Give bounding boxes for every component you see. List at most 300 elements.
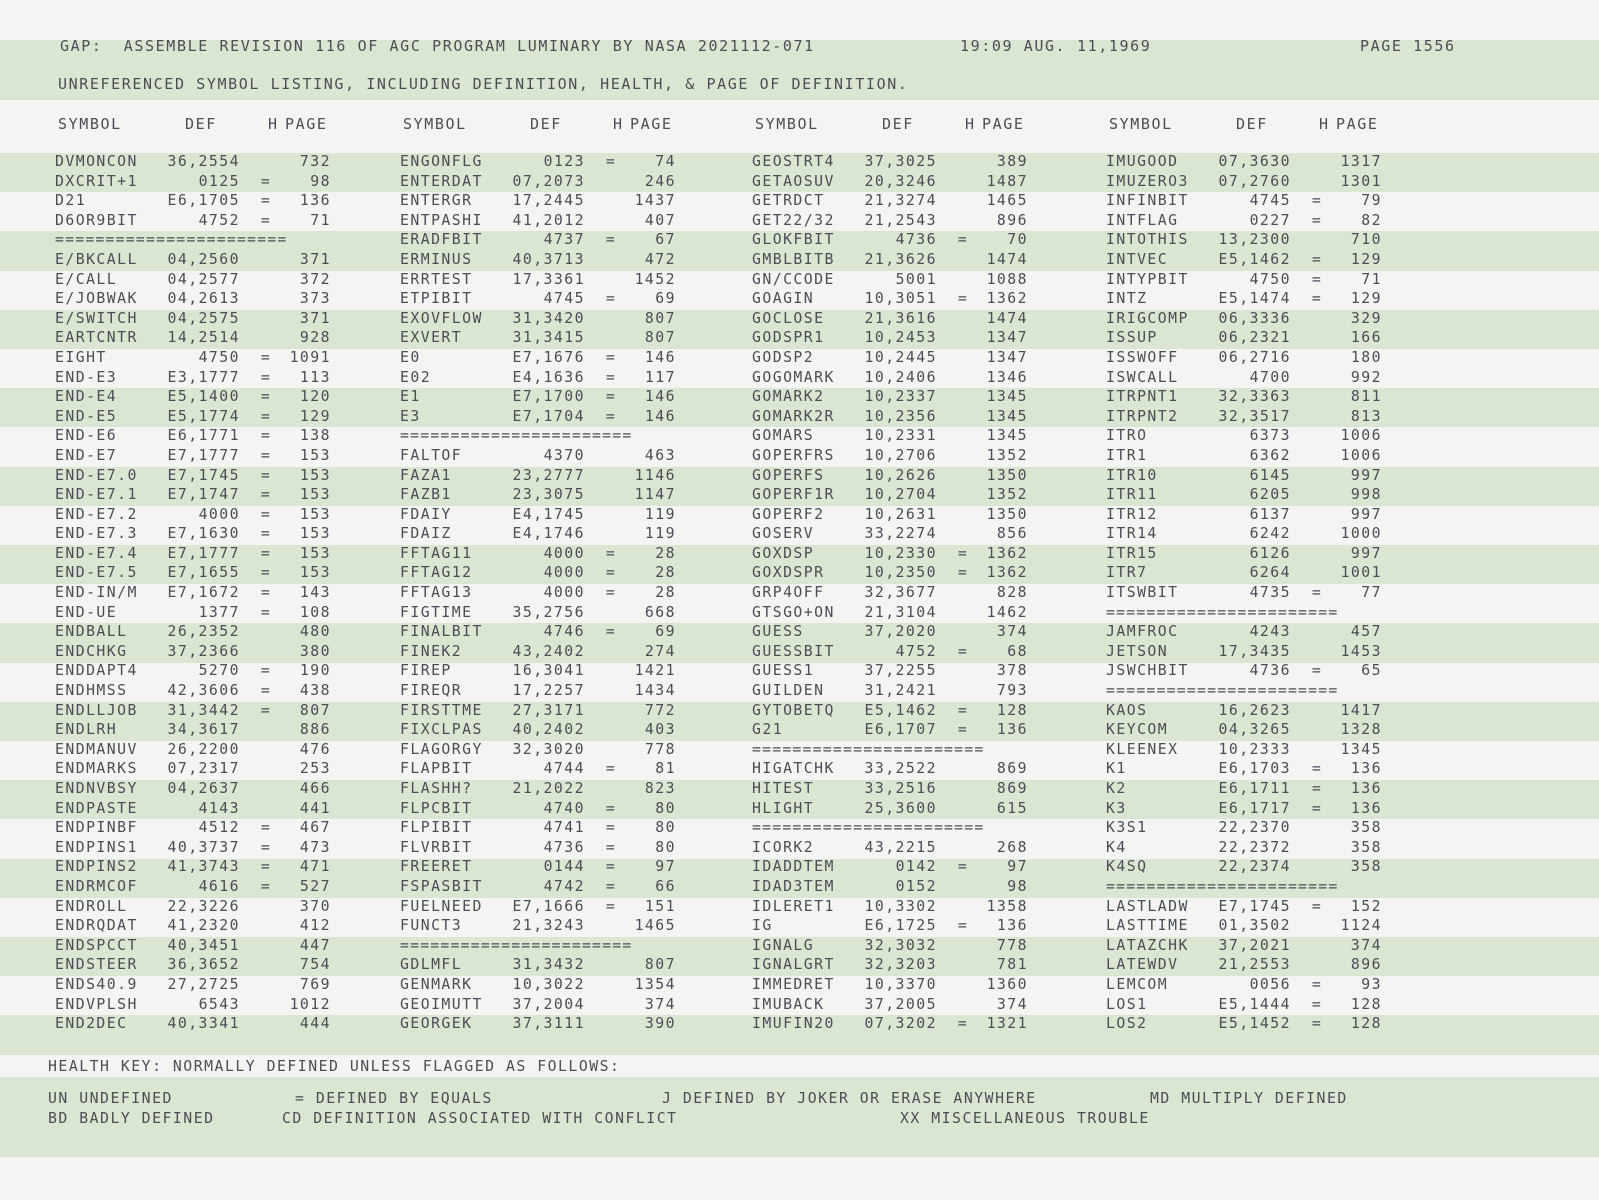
table-row — [752, 623, 1032, 643]
table-row — [400, 349, 680, 369]
separator-line: ======================= — [55, 231, 288, 249]
symbol-health: = — [605, 348, 617, 366]
symbol-page: 1147 — [634, 486, 676, 504]
symbol-name: GEORGEK — [400, 1015, 473, 1033]
table-row — [752, 290, 1032, 310]
symbol-definition: 35,2756 — [512, 603, 585, 621]
table-row — [1106, 800, 1386, 820]
symbol-page: 444 — [299, 1015, 331, 1033]
symbol-definition: 04,2560 — [167, 250, 240, 268]
symbol-health: = — [605, 544, 617, 562]
symbol-page: 1124 — [1340, 917, 1382, 935]
symbol-page: 70 — [1007, 231, 1028, 249]
symbol-column-3 — [752, 153, 1032, 1035]
symbol-name: ITRPNT2 — [1106, 407, 1179, 425]
symbol-page: 467 — [299, 819, 331, 837]
symbol-page: 153 — [299, 544, 331, 562]
symbol-page: 769 — [299, 975, 331, 993]
symbol-name: FIRSTTME — [400, 701, 483, 719]
symbol-health: = — [260, 819, 272, 837]
table-row — [1106, 721, 1386, 741]
table-row — [55, 486, 335, 506]
symbol-definition: 41,2012 — [512, 211, 585, 229]
symbol-health: = — [260, 486, 272, 504]
symbol-definition: 34,3617 — [167, 721, 240, 739]
symbol-definition: 4742 — [543, 877, 585, 895]
symbol-definition: E7,1745 — [1218, 897, 1291, 915]
symbol-page: 1474 — [986, 309, 1028, 327]
symbol-definition: 27,2725 — [167, 975, 240, 993]
symbol-page: 1091 — [289, 348, 331, 366]
symbol-name: IMUBACK — [752, 995, 825, 1013]
symbol-page: 93 — [1361, 975, 1382, 993]
table-row — [400, 604, 680, 624]
symbol-definition: 40,3737 — [167, 838, 240, 856]
symbol-page: 1352 — [986, 486, 1028, 504]
symbol-page: 668 — [644, 603, 676, 621]
column-header-page: PAGE — [630, 115, 673, 133]
symbol-definition: 6543 — [198, 995, 240, 1013]
symbol-page: 869 — [996, 760, 1028, 778]
symbol-page: 129 — [299, 407, 331, 425]
symbol-name: FREERET — [400, 858, 473, 876]
table-row — [55, 427, 335, 447]
table-row — [1106, 1015, 1386, 1035]
symbol-name: GET22/32 — [752, 211, 835, 229]
symbol-definition: 37,2004 — [512, 995, 585, 1013]
symbol-name: DXCRIT+1 — [55, 172, 138, 190]
table-row — [400, 976, 680, 996]
symbol-definition: 04,2637 — [167, 780, 240, 797]
table-row — [55, 545, 335, 565]
symbol-name: FLVRBIT — [400, 838, 473, 856]
table-row — [55, 1015, 335, 1035]
symbol-name: END-E7.5 — [55, 564, 138, 582]
symbol-definition: 10,2337 — [864, 388, 937, 406]
symbol-health: = — [260, 388, 272, 406]
symbol-name: ISWCALL — [1106, 368, 1179, 386]
table-row — [752, 800, 1032, 820]
symbol-page: 136 — [1350, 760, 1382, 778]
column-header-h: H — [1319, 115, 1330, 133]
symbol-name: LASTLADW — [1106, 897, 1189, 915]
symbol-health: = — [1311, 192, 1323, 210]
table-row — [55, 447, 335, 467]
table-row — [400, 251, 680, 271]
symbol-definition: 4736 — [543, 838, 585, 856]
symbol-page: 1437 — [634, 192, 676, 210]
table-row — [1106, 937, 1386, 957]
table-row — [55, 153, 335, 173]
table-row — [400, 467, 680, 487]
symbol-name: GOCLOSE — [752, 309, 825, 327]
symbol-name: E02 — [400, 368, 432, 386]
symbol-name: FUNCT3 — [400, 917, 463, 935]
symbol-health: = — [260, 564, 272, 582]
section-separator — [400, 937, 680, 957]
table-row — [400, 271, 680, 291]
symbol-name: FFTAG13 — [400, 584, 473, 602]
symbol-page: 1345 — [986, 407, 1028, 425]
symbol-definition: 23,2777 — [512, 466, 585, 484]
table-row — [400, 506, 680, 526]
symbol-definition: E5,1774 — [167, 407, 240, 425]
table-row — [55, 271, 335, 291]
symbol-definition: E7,1666 — [512, 897, 585, 915]
symbol-page: 807 — [644, 956, 676, 974]
symbol-definition: 6242 — [1249, 525, 1291, 543]
table-row — [752, 996, 1032, 1016]
symbol-column-4 — [1106, 153, 1386, 1035]
symbol-definition: 0125 — [198, 172, 240, 190]
symbol-name: ISSUP — [1106, 329, 1158, 347]
symbol-definition: E5,1462 — [864, 701, 937, 719]
symbol-name: INFINBIT — [1106, 192, 1189, 210]
symbol-health: = — [1311, 995, 1323, 1013]
table-row — [1106, 153, 1386, 173]
symbol-page: 371 — [299, 309, 331, 327]
symbol-page: 1000 — [1340, 525, 1382, 543]
symbol-definition: 10,2330 — [864, 544, 937, 562]
symbol-definition: 4745 — [543, 290, 585, 308]
table-row — [55, 800, 335, 820]
symbol-name: FINEK2 — [400, 642, 463, 660]
column-header-symbol: SYMBOL — [58, 115, 122, 133]
symbol-page: 97 — [655, 858, 676, 876]
symbol-name: END-E6 — [55, 427, 118, 445]
symbol-name: ENDSPCCT — [55, 936, 138, 954]
symbol-definition: 06,2321 — [1218, 329, 1291, 347]
symbol-name: INTFLAG — [1106, 211, 1179, 229]
symbol-definition: 4700 — [1249, 368, 1291, 386]
symbol-page: 1352 — [986, 446, 1028, 464]
symbol-page: 253 — [299, 760, 331, 778]
symbol-name: EIGHT — [55, 348, 107, 366]
symbol-page: 370 — [299, 897, 331, 915]
symbol-health: = — [605, 877, 617, 895]
table-row — [752, 231, 1032, 251]
table-row — [400, 702, 680, 722]
table-row — [55, 878, 335, 898]
symbol-health: = — [260, 427, 272, 445]
symbol-name: END-E7.1 — [55, 486, 138, 504]
symbol-name: D6OR9BIT — [55, 211, 138, 229]
symbol-health: = — [260, 662, 272, 680]
table-row — [400, 584, 680, 604]
symbol-name: K4SQ — [1106, 858, 1148, 876]
symbol-health: = — [957, 564, 969, 582]
symbol-health: = — [957, 642, 969, 660]
table-row — [1106, 447, 1386, 467]
table-row — [752, 976, 1032, 996]
symbol-definition: 4746 — [543, 623, 585, 641]
table-row — [55, 192, 335, 212]
symbol-definition: 5270 — [198, 662, 240, 680]
symbol-name: ITR14 — [1106, 525, 1158, 543]
symbol-page: 1362 — [986, 290, 1028, 308]
symbol-definition: 22,3226 — [167, 897, 240, 915]
symbol-definition: 10,2350 — [864, 564, 937, 582]
symbol-name: ITRPNT1 — [1106, 388, 1179, 406]
symbol-name: K3S1 — [1106, 819, 1148, 837]
symbol-name: FLAPBIT — [400, 760, 473, 778]
table-row — [55, 937, 335, 957]
symbol-name: GDLMFL — [400, 956, 463, 974]
column-header-symbol: SYMBOL — [755, 115, 819, 133]
symbol-definition: 22,2370 — [1218, 819, 1291, 837]
symbol-definition: 22,2374 — [1218, 858, 1291, 876]
symbol-name: JETSON — [1106, 642, 1169, 660]
symbol-page: 153 — [299, 446, 331, 464]
symbol-definition: 17,3435 — [1218, 642, 1291, 660]
table-row — [55, 858, 335, 878]
symbol-name: IMUZERO3 — [1106, 172, 1189, 190]
symbol-definition: 40,2402 — [512, 721, 585, 739]
symbol-health: = — [260, 682, 272, 700]
symbol-page: 274 — [644, 642, 676, 660]
symbol-name: IG — [752, 917, 773, 935]
symbol-name: GOPERF1R — [752, 486, 835, 504]
symbol-definition: 31,3432 — [512, 956, 585, 974]
table-row — [1106, 173, 1386, 193]
table-row — [752, 408, 1032, 428]
symbol-page: 128 — [1350, 995, 1382, 1013]
symbol-definition: 37,3111 — [512, 1015, 585, 1033]
table-row — [400, 173, 680, 193]
symbol-name: E/JOBWAK — [55, 290, 138, 308]
table-row — [752, 506, 1032, 526]
symbol-definition: 22,2372 — [1218, 838, 1291, 856]
table-row — [1106, 780, 1386, 800]
symbol-definition: 0056 — [1249, 975, 1291, 993]
symbol-definition: 10,2706 — [864, 446, 937, 464]
symbol-definition: 36,2554 — [167, 153, 240, 170]
symbol-definition: 04,3265 — [1218, 721, 1291, 739]
symbol-definition: E7,1747 — [167, 486, 240, 504]
symbol-definition: 10,2406 — [864, 368, 937, 386]
header-timestamp: 19:09 AUG. 11,1969 — [960, 37, 1152, 55]
table-row — [55, 584, 335, 604]
symbol-name: IRIGCOMP — [1106, 309, 1189, 327]
symbol-definition: 07,2760 — [1218, 172, 1291, 190]
symbol-page: 793 — [996, 682, 1028, 700]
symbol-definition: E5,1462 — [1218, 250, 1291, 268]
symbol-definition: 37,3025 — [864, 153, 937, 170]
symbol-health: = — [957, 917, 969, 935]
table-row — [752, 898, 1032, 918]
symbol-name: GLOKFBIT — [752, 231, 835, 249]
table-row — [1106, 290, 1386, 310]
table-row — [400, 1015, 680, 1035]
symbol-health: = — [605, 368, 617, 386]
symbol-page: 119 — [644, 525, 676, 543]
symbol-definition: 6145 — [1249, 466, 1291, 484]
symbol-definition: E5,1474 — [1218, 290, 1291, 308]
symbol-name: GOMARS — [752, 427, 815, 445]
symbol-name: KLEENEX — [1106, 740, 1179, 758]
symbol-definition: 43,2402 — [512, 642, 585, 660]
symbol-name: GOSERV — [752, 525, 815, 543]
table-row — [400, 682, 680, 702]
symbol-definition: 07,2073 — [512, 172, 585, 190]
symbol-name: IDADDTEM — [752, 858, 835, 876]
symbol-page: 1347 — [986, 329, 1028, 347]
symbol-page: 710 — [1350, 231, 1382, 249]
symbol-name: FLPCBIT — [400, 799, 473, 817]
symbol-definition: E5,1452 — [1218, 1015, 1291, 1033]
symbol-definition: 4744 — [543, 760, 585, 778]
symbol-name: ENDPASTE — [55, 799, 138, 817]
footer-band — [0, 1077, 1599, 1157]
symbol-health: = — [260, 701, 272, 719]
symbol-definition: 0123 — [543, 153, 585, 170]
table-row — [1106, 702, 1386, 722]
symbol-definition: 21,3626 — [864, 250, 937, 268]
symbol-page: 527 — [299, 877, 331, 895]
symbol-definition: 4143 — [198, 799, 240, 817]
symbol-name: GETAOSUV — [752, 172, 835, 190]
symbol-page: 65 — [1361, 662, 1382, 680]
symbol-page: 807 — [299, 701, 331, 719]
symbol-definition: 32,3677 — [864, 584, 937, 602]
symbol-name: E/SWITCH — [55, 309, 138, 327]
symbol-page: 153 — [299, 564, 331, 582]
table-row — [55, 467, 335, 487]
table-row — [400, 408, 680, 428]
symbol-page: 146 — [644, 407, 676, 425]
symbol-page: 1465 — [986, 192, 1028, 210]
symbol-page: 1421 — [634, 662, 676, 680]
table-row — [752, 682, 1032, 702]
symbol-page: 153 — [299, 486, 331, 504]
symbol-name: FDAIY — [400, 505, 452, 523]
symbol-definition: E6,1725 — [864, 917, 937, 935]
table-row — [55, 643, 335, 663]
column-header-def: DEF — [185, 115, 217, 133]
symbol-page: 1452 — [634, 270, 676, 288]
table-row — [1106, 917, 1386, 937]
symbol-name: GETRDCT — [752, 192, 825, 210]
symbol-page: 856 — [996, 525, 1028, 543]
symbol-name: END-E3 — [55, 368, 118, 386]
column-header-h: H — [613, 115, 624, 133]
column-header-h: H — [965, 115, 976, 133]
table-row — [752, 662, 1032, 682]
symbol-page: 79 — [1361, 192, 1382, 210]
symbol-definition: 4000 — [543, 564, 585, 582]
symbol-name: FLAGORGY — [400, 740, 483, 758]
symbol-page: 81 — [655, 760, 676, 778]
table-row — [400, 721, 680, 741]
symbol-name: GEOSTRT4 — [752, 153, 835, 170]
symbol-page: 136 — [1350, 799, 1382, 817]
symbol-health: = — [1311, 897, 1323, 915]
symbol-page: 1301 — [1340, 172, 1382, 190]
symbol-name: DVMONCON — [55, 153, 138, 170]
symbol-page: 1328 — [1340, 721, 1382, 739]
separator-line: ======================= — [1106, 877, 1339, 895]
symbol-health: = — [260, 525, 272, 543]
symbol-name: ITR10 — [1106, 466, 1158, 484]
table-row — [400, 310, 680, 330]
symbol-page: 778 — [996, 936, 1028, 954]
symbol-name: ENDDAPT4 — [55, 662, 138, 680]
symbol-name: INTZ — [1106, 290, 1148, 308]
symbol-definition: 4737 — [543, 231, 585, 249]
symbol-definition: 32,3363 — [1218, 388, 1291, 406]
symbol-health: = — [260, 466, 272, 484]
symbol-page: 380 — [299, 642, 331, 660]
symbol-name: FFTAG12 — [400, 564, 473, 582]
table-row — [55, 839, 335, 859]
symbol-page: 374 — [996, 623, 1028, 641]
symbol-health: = — [957, 231, 969, 249]
symbol-definition: E6,1703 — [1218, 760, 1291, 778]
symbol-definition: E4,1636 — [512, 368, 585, 386]
symbol-page: 152 — [1350, 897, 1382, 915]
table-row — [752, 643, 1032, 663]
symbol-name: END-E4 — [55, 388, 118, 406]
symbol-name: ERMINUS — [400, 250, 473, 268]
symbol-name: IMUGOOD — [1106, 153, 1179, 170]
table-row — [400, 741, 680, 761]
table-row — [55, 898, 335, 918]
symbol-name: GOXDSP — [752, 544, 815, 562]
health-key-equals: = DEFINED BY EQUALS — [295, 1090, 493, 1107]
table-row — [752, 858, 1032, 878]
symbol-name: ISSWOFF — [1106, 348, 1179, 366]
symbol-definition: E6,1771 — [167, 427, 240, 445]
symbol-page: 1317 — [1340, 153, 1382, 170]
symbol-definition: 37,2020 — [864, 623, 937, 641]
symbol-name: E/BKCALL — [55, 250, 138, 268]
table-row — [752, 173, 1032, 193]
symbol-name: END-E7.4 — [55, 544, 138, 562]
symbol-page: 80 — [655, 799, 676, 817]
symbol-name: K3 — [1106, 799, 1127, 817]
symbol-name: GN/CCODE — [752, 270, 835, 288]
symbol-page: 1358 — [986, 897, 1028, 915]
symbol-page: 997 — [1350, 505, 1382, 523]
symbol-name: END-E5 — [55, 407, 118, 425]
symbol-name: IDAD3TEM — [752, 877, 835, 895]
table-row — [400, 839, 680, 859]
table-row — [55, 349, 335, 369]
symbol-name: ITR15 — [1106, 544, 1158, 562]
symbol-name: ETPIBIT — [400, 290, 473, 308]
health-key-un: UN UNDEFINED — [48, 1090, 173, 1107]
table-row — [55, 819, 335, 839]
table-row — [400, 388, 680, 408]
symbol-page: 71 — [1361, 270, 1382, 288]
symbol-page: 403 — [644, 721, 676, 739]
symbol-definition: 0152 — [895, 877, 937, 895]
symbol-definition: 33,2516 — [864, 780, 937, 797]
symbol-name: GUESS — [752, 623, 804, 641]
symbol-column-2 — [400, 153, 680, 1035]
symbol-definition: 5001 — [895, 270, 937, 288]
table-row — [55, 369, 335, 389]
symbol-health: = — [605, 819, 617, 837]
symbol-definition: 4750 — [1249, 270, 1291, 288]
table-row — [400, 623, 680, 643]
symbol-page: 896 — [1350, 956, 1382, 974]
symbol-name: ENDPINS1 — [55, 838, 138, 856]
symbol-page: 80 — [655, 819, 676, 837]
symbol-name: D21 — [55, 192, 87, 210]
symbol-page: 117 — [644, 368, 676, 386]
table-row — [400, 212, 680, 232]
